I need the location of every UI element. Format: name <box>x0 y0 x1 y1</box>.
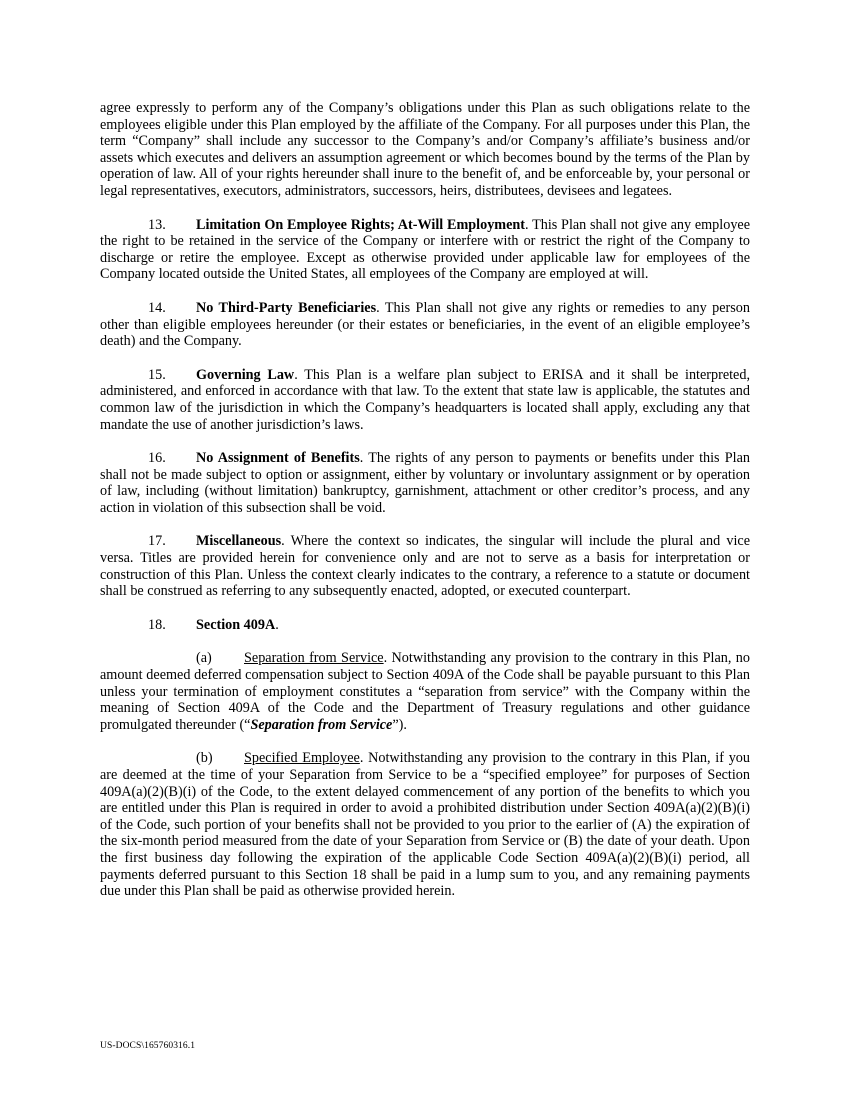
section-18-heading <box>100 617 750 634</box>
defined-term: Separation from Service <box>250 716 393 733</box>
section-heading: No Third-Party Beneficiaries <box>196 299 377 316</box>
subsection-body: . Notwithstanding any provision to the contrary in this Plan, no amount deemed deferred compensation subject to Section 409A of the Code shall be payable pursuant to this Plan unless your termination of employment constitutes a “separation from service” with the Company within the meaning of Section 409A of the Code and the Department of Treasury regulations and other guidance promulgated thereunder (“ <box>100 650 750 733</box>
section-number: 13. <box>148 216 166 233</box>
section-heading: Limitation On Employee Rights; At-Will Employment <box>196 216 526 233</box>
section-16 <box>100 450 750 516</box>
section-number: 18. <box>148 616 166 633</box>
section-body: . This Plan shall not give any employee the right to be retained in the service of the Company or interfere with or restrict the right of the Company to discharge or retire the employee. Except as otherwise provided under applicable law for employees of the Company located outside the United States, all employees of the Company are employed at will. <box>100 216 751 283</box>
section-number: 14. <box>148 299 166 316</box>
section-heading: Governing Law <box>196 366 295 383</box>
section-heading: Miscellaneous <box>196 533 282 550</box>
section-number: 15. <box>148 366 166 383</box>
section-body: . Where the context so indicates, the singular will include the plural and vice versa. Titles are provided herein for convenience only and are not to serve as a basis for interpretation or construction of this Plan. Unless the context clearly indicates to the contrary, a reference to a statute or document shall be construed as referring to any subsequently enacted, adopted, or executed counterpart. <box>100 533 750 600</box>
section-13 <box>100 217 750 283</box>
subsection-body: . Notwithstanding any provision to the contrary in this Plan, if you are deemed at the time of your Separation from Service to be a “specified employee” for purposes of Section 409A(a)(2)(B)(i) of the Code, to the extent delayed commencement of any portion of the benefits to which you are entitled under this Plan is required in order to avoid a prohibited distribution under Section 409A(a)(2)(B)(i) of the Code, such portion of your benefits shall not be provided to you prior to the earlier of (A) the expiration of the six-month period measured from the date of your Separation from Service or (B) the date of your death. Upon the first business day following the expiration of the applicable Code Section 409A(a)(2)(B)(i) period, all payments deferred pursuant to this Section 18 shall be paid in a lump sum to you, and any remaining payments due under this Plan shall be paid as otherwise provided herein. <box>100 750 750 900</box>
continuation-paragraph: agree expressly to perform any of the Company’s obligations under this Plan as such obligations relate to the employees eligible under this Plan employed by the affiliate of the Company. For all purposes under this Plan, the term “Company” shall include any successor to the Company’s and/or Company’s affiliate’s business and/or assets which executes and delivers an assumption agreement or which becomes bound by the terms of the Plan by operation of law. All of your rights hereunder shall inure to the benefit of, and be enforceable by, your personal or legal representatives, executors, administrators, successors, heirs, distributees, devisees and legatees. <box>100 100 750 199</box>
section-17 <box>100 533 750 599</box>
section-heading: No Assignment of Benefits <box>196 450 360 467</box>
section-heading: Section 409A <box>196 616 276 633</box>
subsection-title: Separation from Service <box>244 650 384 667</box>
section-heading-suffix: . <box>275 616 279 633</box>
document-footer-id: US-DOCS\165760316.1 <box>100 1041 196 1051</box>
section-number: 17. <box>148 533 166 550</box>
section-body: . This Plan shall not give any rights or remedies to any person other than eligible employees hereunder (or their estates or beneficiaries, in the event of an eligible employee’s death) and the Company. <box>100 299 750 350</box>
section-body: . The rights of any person to payments or benefits under this Plan shall not be made subject to option or assignment, either by voluntary or involuntary assignment or by operation of law, including (without limitation) bankruptcy, garnishment, attachment or other creditor’s process, and any action in violation of this subsection shall be void. <box>100 450 750 516</box>
section-number: 16. <box>148 450 166 467</box>
section-18-a <box>100 650 750 733</box>
subsection-label: (a) <box>196 650 212 667</box>
subsection-body-end: ”). <box>392 716 407 733</box>
section-18-b <box>100 750 750 899</box>
section-14 <box>100 300 750 350</box>
subsection-title: Specified Employee <box>244 750 360 767</box>
subsection-label: (b) <box>196 750 213 767</box>
section-15 <box>100 367 750 433</box>
document-page <box>100 100 750 917</box>
section-body: . This Plan is a welfare plan subject to ERISA and it shall be interpreted, administered, and enforced in accordance with that law. To the extent that state law is applicable, the statutes and common law of the jurisdiction in which the Company’s headquarters is located shall apply, excluding any that mandate the use of another jurisdiction’s laws. <box>100 366 750 433</box>
